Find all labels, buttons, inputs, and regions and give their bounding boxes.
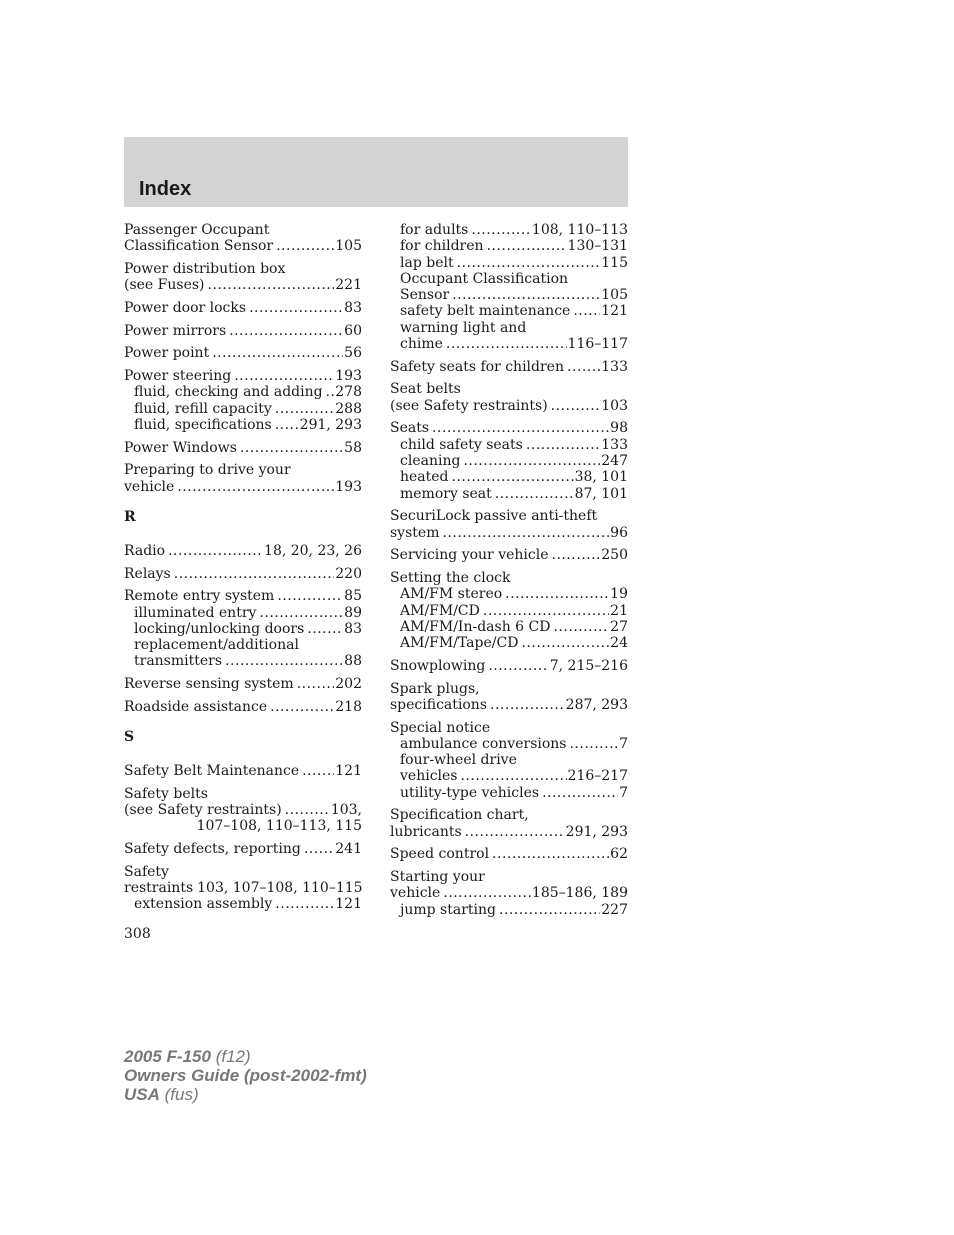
page-reference: 83 [344,620,362,637]
entry-text: specifications [390,696,488,713]
index-subentry-line [390,222,628,238]
index-entry [124,440,362,456]
index-entry-line [124,588,362,604]
dot-leader [567,359,600,375]
dot-leader [553,619,609,635]
entry-text: extension assembly [134,896,273,913]
page-reference: 221 [335,277,362,294]
index-entry-line [390,681,628,697]
page-reference: 38, 101 [574,469,628,486]
dot-leader [460,768,566,784]
entry-text: vehicles [400,768,458,785]
page-reference: 56 [344,345,362,362]
footer-line-market [124,1085,367,1104]
index-entry-line [124,786,362,802]
dot-leader [302,763,334,779]
entry-text: memory seat [400,485,492,502]
page-reference: 250 [601,547,628,564]
index-entry-line [124,462,362,478]
index-subentry-line [390,255,628,271]
entry-text: restraints [124,880,194,897]
dot-leader [174,566,335,582]
entry-text: Preparing to drive your [124,462,291,479]
index-entry-line [124,323,362,339]
dot-leader [490,697,565,713]
entry-text: system [390,524,440,541]
index-entry-line [124,479,362,495]
dot-leader [285,802,330,818]
index-subentry-line [390,603,628,619]
entry-text: transmitters [134,653,223,670]
index-subentry-line [390,586,628,602]
entry-text: Speed control [390,846,490,863]
entry-text: fluid, checking and adding [134,384,323,401]
page-reference: 133 [601,358,628,375]
entry-text: Snowplowing [390,657,486,674]
page-reference: 87, 101 [574,485,628,502]
page-reference: 24 [610,635,628,652]
entry-text: Specification chart, [390,807,529,824]
index-entry-line [390,398,628,414]
page-reference: 115 [601,254,628,271]
index-subentry-line [390,336,628,352]
dot-leader [225,653,343,669]
index-entry [390,869,628,918]
entry-text: child safety seats [400,436,523,453]
index-entry-line [124,763,362,779]
section-letter: S [124,729,135,746]
dot-leader [249,300,343,316]
page-reference: 291, 293 [299,416,362,433]
page-reference: 103, [330,802,362,819]
index-subentry-line [390,271,628,287]
page-reference: 60 [344,322,362,339]
entry-text: replacement/additional [134,637,299,654]
dot-leader [573,303,600,319]
entry-text: Reverse sensing system [124,676,294,693]
index-subentry-line [124,637,362,653]
index-column-right [390,222,628,924]
page-reference: 98 [610,420,628,437]
entry-text: Spark plugs, [390,680,480,697]
dot-leader [270,699,334,715]
dot-leader [432,420,609,436]
page-reference: 291, 293 [565,823,628,840]
page-reference: 218 [335,698,362,715]
index-entry-line [124,238,362,254]
entry-text: vehicle [124,478,175,495]
page-title: Index [139,178,192,200]
index-entry-line [390,359,628,375]
page-reference: 83 [344,299,362,316]
dot-leader [452,287,600,303]
dot-leader [177,479,334,495]
entry-text: AM/FM/In-dash 6 CD [400,618,551,635]
entry-text: Radio [124,542,166,559]
index-subentry-line [124,653,362,669]
index-entry-line [390,697,628,713]
page-reference: 89 [344,604,362,621]
index-subentry-line [390,469,628,485]
index-subentry-line [390,736,628,752]
page-reference: 220 [335,565,362,582]
page-reference: 18, 20, 23, 26 [264,542,362,559]
page-reference: 7 [619,735,628,752]
dot-leader [275,401,335,417]
entry-text: Classification Sensor [124,238,274,255]
dot-leader [276,238,334,254]
page-reference: 247 [601,453,628,470]
entry-text: Safety defects, reporting [124,841,301,858]
page-reference: 121 [601,303,628,320]
page-reference: 105 [335,238,362,255]
entry-text: lap belt [400,254,454,271]
entry-text: Roadside assistance [124,698,268,715]
index-entry-line [124,543,362,559]
entry-text: fluid, refill capacity [134,400,272,417]
index-entry [124,864,362,913]
header-banner [124,137,628,207]
index-entry [124,368,362,433]
index-subentry-line [390,320,628,336]
entry-text: illuminated entry [134,604,257,621]
entry-text: warning light and [400,319,527,336]
index-subentry-line [390,453,628,469]
dot-leader [552,547,601,563]
index-entry [124,222,362,255]
entry-text: utility-type vehicles [400,784,540,801]
index-entry-line [124,864,362,880]
entry-text: lubricants [390,823,462,840]
index-entry-line [390,525,628,541]
index-entry [124,588,362,669]
entry-text: Servicing your vehicle [390,547,549,564]
page-reference: 19 [610,586,628,603]
index-entry [124,261,362,294]
index-entry-line [390,381,628,397]
entry-text: Seats [390,420,430,437]
dot-leader [229,323,343,339]
page-reference: 88 [344,653,362,670]
dot-leader [569,736,618,752]
footer-line-model [124,1047,367,1066]
dot-leader [452,469,574,485]
index-entry [390,359,628,375]
page-reference: 121 [335,896,362,913]
dot-leader [499,902,600,918]
index-entry [124,786,362,835]
dot-leader [297,676,335,692]
index-subentry-line [390,238,628,254]
page-reference: 185–186, 189 [531,885,628,902]
entry-text: for children [400,238,484,255]
index-entry [390,720,628,801]
index-subentry-line [390,635,628,651]
page-reference: 96 [610,524,628,541]
index-entry-line [124,345,362,361]
entry-text: AM/FM/Tape/CD [400,635,519,652]
dot-leader [463,453,600,469]
index-subentry-line [124,605,362,621]
entry-text: Relays [124,565,171,582]
entry-text: (see Fuses) [124,277,205,294]
index-subentry-line [390,287,628,303]
page-reference: 227 [601,901,628,918]
index-entry [390,420,628,501]
page-reference: 130–131 [567,238,628,255]
dot-leader [483,603,609,619]
entry-text: Seat belts [390,381,461,398]
dot-leader [492,846,609,862]
index-entry-line [124,802,362,818]
dot-leader [471,222,531,238]
index-entry [390,508,628,541]
dot-leader [240,440,343,456]
dot-leader [259,605,343,621]
dot-leader [465,824,565,840]
dot-leader [505,586,609,602]
index-entry [124,345,362,361]
page-reference: 193 [335,368,362,385]
index-subentry-line [390,437,628,453]
index-subentry-line [390,486,628,502]
dot-leader [446,336,567,352]
entry-text: Safety belts [124,785,208,802]
entry-text: Power distribution box [124,260,286,277]
dot-leader [326,384,335,400]
entry-text: Safety Belt Maintenance [124,763,300,780]
index-subentry-line [390,303,628,319]
entry-text: Power Windows [124,439,237,456]
entry-text: heated [400,469,449,486]
page-reference: 287, 293 [565,696,628,713]
page-reference: 108, 110–113 [531,222,628,238]
index-entry [390,807,628,840]
page-reference: 278 [335,384,362,401]
entry-text: safety belt maintenance [400,303,571,320]
entry-text: AM/FM stereo [400,586,503,603]
dot-leader [551,398,601,414]
entry-text: Starting your [390,869,485,886]
index-column-left [124,222,362,919]
page-reference: 241 [335,841,362,858]
dot-leader [234,368,334,384]
entry-text: Special notice [390,719,491,736]
dot-leader [443,885,531,901]
footer-model: 2005 F-150 [124,1047,211,1066]
dot-leader [307,621,343,637]
dot-leader [457,255,601,271]
index-entry [124,323,362,339]
dot-leader [488,658,548,674]
dot-leader [208,277,335,293]
entry-text: for adults [400,222,469,238]
entry-text: Sensor [400,287,450,304]
index-entry-line [390,547,628,563]
page-reference: 58 [344,439,362,456]
index-subentry-line [124,417,362,433]
index-subentry-line [390,785,628,801]
document-footer [124,1047,367,1104]
index-entry-line [124,566,362,582]
dot-leader [487,238,567,254]
index-subentry-line [124,384,362,400]
entry-text: ambulance conversions [400,735,567,752]
entry-text: AM/FM/CD [400,602,480,619]
entry-text: Setting the clock [390,569,511,586]
index-entry-line [390,508,628,524]
index-entry-line [124,440,362,456]
dot-leader [168,543,263,559]
page-reference: 7, 215–216 [549,657,628,674]
entry-text: SecuriLock passive anti-theft [390,508,598,525]
page-number: 308 [124,926,151,942]
footer-line-guide [124,1066,367,1085]
dot-leader [275,417,299,433]
entry-text: chime [400,336,443,353]
index-subentry-line [390,768,628,784]
index-entry-line [390,885,628,901]
dot-leader [275,896,334,912]
index-entry-line [390,846,628,862]
index-entry [390,681,628,714]
index-entry-line [124,699,362,715]
index-entry-line [124,818,362,834]
dot-leader [212,345,343,361]
index-entry-line [124,300,362,316]
index-subentry-line [390,902,628,918]
entry-text: fluid, specifications [134,416,272,433]
index-entry [124,841,362,857]
index-entry [124,676,362,692]
index-entry [390,658,628,674]
page-reference: 85 [344,588,362,605]
index-entry [390,222,628,352]
dot-leader [495,486,574,502]
index-subentry-line [390,752,628,768]
entry-text: Power point [124,345,210,362]
entry-text: (see Safety restraints) [390,397,548,414]
footer-market: USA [124,1085,160,1104]
index-subentry-line [124,401,362,417]
dot-leader [526,437,600,453]
index-entry-line [390,824,628,840]
entry-text: Power steering [124,368,232,385]
entry-text: four-wheel drive [400,752,517,769]
index-entry [124,699,362,715]
index-entry-line [390,658,628,674]
index-entry [124,462,362,495]
index-entry-line [390,420,628,436]
entry-text: Safety seats for children [390,358,564,375]
page-reference: 103, 107–108, 110–115 [197,880,363,897]
dot-leader [521,635,609,651]
footer-model-code: (f12) [215,1047,251,1066]
page-reference: 27 [610,618,628,635]
entry-text: vehicle [390,885,441,902]
index-subentry-line [124,621,362,637]
index-entry [390,547,628,563]
page-reference: 202 [335,676,362,693]
entry-text: Passenger Occupant [124,222,270,238]
index-entry [124,763,362,779]
index-entry-line [390,720,628,736]
entry-text: Safety [124,863,169,880]
index-entry [124,566,362,582]
index-entry-line [390,570,628,586]
entry-text: Occupant Classification [400,270,569,287]
page-reference: 133 [601,436,628,453]
footer-guide: Owners Guide (post-2002-fmt) [124,1066,367,1085]
index-entry [124,300,362,316]
index-entry-line [124,222,362,238]
page-reference: 62 [610,846,628,863]
section-letter: R [124,508,136,525]
dot-leader [442,525,609,541]
entry-text: Remote entry system [124,588,275,605]
page-reference: 103 [601,397,628,414]
entry-text: Power mirrors [124,322,227,339]
index-entry-line [124,676,362,692]
index-entry-line [390,869,628,885]
index-entry-line [124,277,362,293]
index-subentry-line [390,619,628,635]
index-entry-line [124,261,362,277]
index-entry [390,846,628,862]
page-reference: 7 [619,784,628,801]
index-entry [390,570,628,651]
page-reference: 121 [335,763,362,780]
page-reference: 288 [335,400,362,417]
entry-text: 107–108, 110–113, 115 [196,818,362,835]
entry-text: (see Safety restraints) [124,802,282,819]
dot-leader [304,841,334,857]
index-entry-line [124,368,362,384]
index-entry-line [124,880,362,896]
page-reference: 193 [335,478,362,495]
footer-market-code: (fus) [164,1085,199,1104]
page-reference: 21 [610,602,628,619]
index-entry [124,543,362,559]
index-entry-line [390,807,628,823]
dot-leader [542,785,618,801]
dot-leader [277,588,343,604]
entry-text: jump starting [400,901,496,918]
index-subentry-line [124,896,362,912]
page-reference: 116–117 [567,336,628,353]
page-reference: 216–217 [567,768,628,785]
entry-text: locking/unlocking doors [134,620,305,637]
index-entry-line [124,841,362,857]
entry-text: Power door locks [124,299,247,316]
page-reference: 105 [601,287,628,304]
entry-text: cleaning [400,453,461,470]
index-entry [390,381,628,414]
